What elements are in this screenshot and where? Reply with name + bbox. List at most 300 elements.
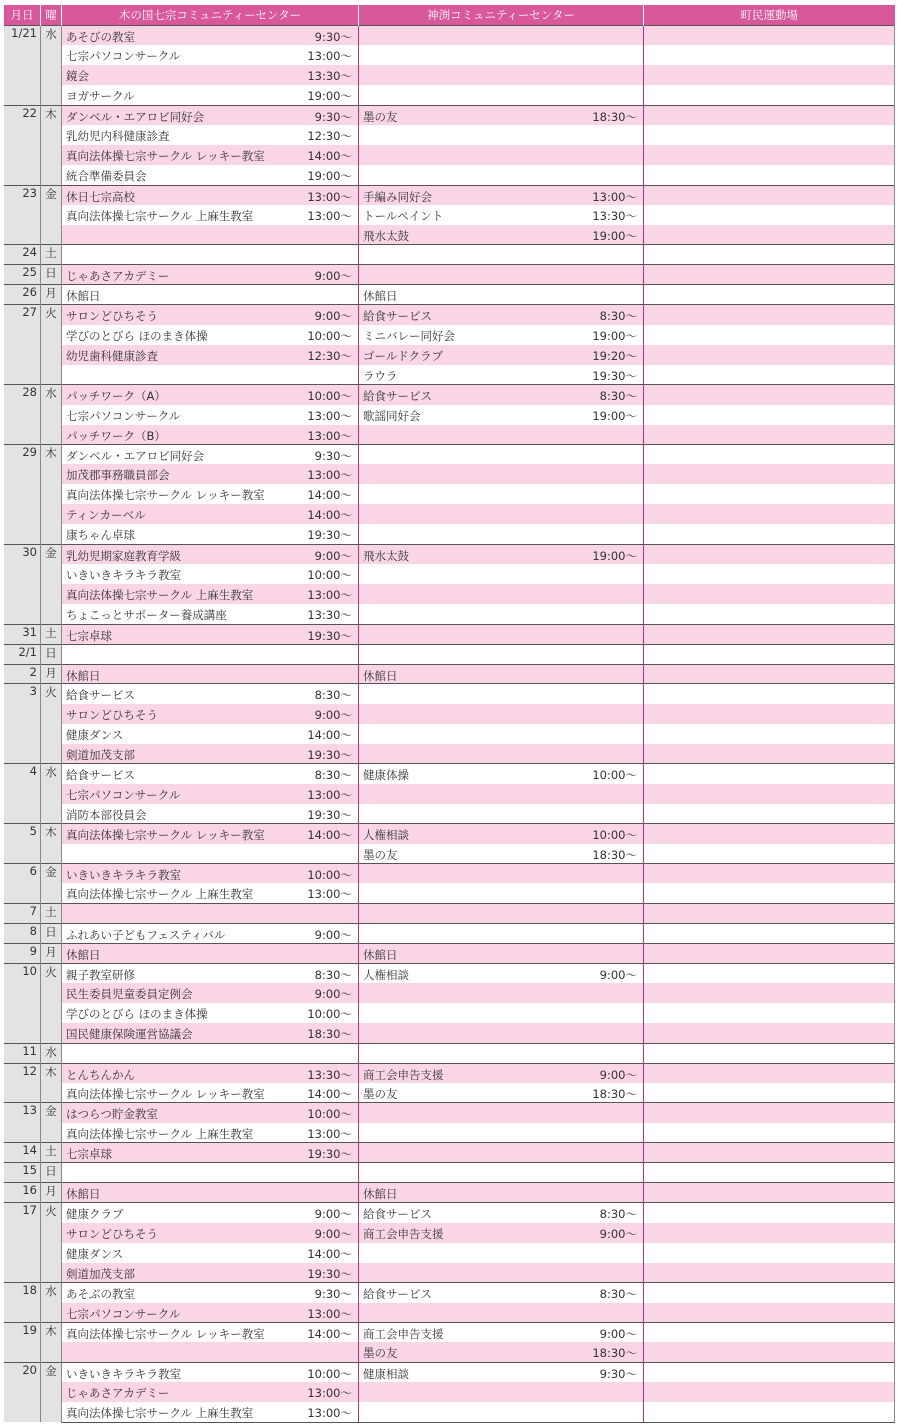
day-weekday: 火 [41, 305, 62, 385]
venue-cell-kinokuni [62, 1382, 359, 1402]
venue-cell-stadium [644, 125, 895, 145]
venue-cell-stadium [644, 923, 895, 943]
event-time: 9:30～ [314, 449, 352, 464]
day-weekday: 金 [41, 1103, 62, 1143]
event-name: 飛水太鼓 [363, 548, 409, 563]
event-time: 13:00～ [307, 189, 352, 204]
event-time: 19:30～ [307, 1266, 352, 1281]
venue-cell-kabuchi [359, 45, 644, 65]
schedule-row [4, 943, 895, 963]
schedule-row [4, 1003, 895, 1023]
venue-cell-kinokuni [62, 365, 359, 385]
venue-cell-kabuchi [359, 385, 644, 405]
venue-cell-stadium [644, 1023, 895, 1043]
event-name: 民生委員児童委員定例会 [66, 987, 193, 1002]
event-time: 9:00～ [314, 707, 352, 722]
event-name: 給食サービス [363, 389, 432, 404]
event-time: 13:30～ [307, 69, 352, 84]
event-name: 消防本部役員会 [66, 807, 147, 822]
venue-cell-kinokuni [62, 1003, 359, 1023]
venue-cell-kinokuni [62, 325, 359, 345]
venue-cell-kabuchi [359, 464, 644, 484]
day-weekday: 水 [41, 1283, 62, 1323]
venue-cell-kabuchi [359, 305, 644, 325]
venue-cell-stadium [644, 784, 895, 804]
event-time: 9:00～ [314, 269, 352, 284]
day-date: 13 [4, 1103, 41, 1143]
event-name: 休館日 [66, 1187, 101, 1202]
venue-cell-stadium [644, 305, 895, 325]
venue-cell-kabuchi [359, 864, 644, 884]
venue-cell-stadium [644, 584, 895, 604]
event-time: 13:00～ [307, 1386, 352, 1401]
venue-cell-stadium [644, 165, 895, 185]
schedule-row [4, 1283, 895, 1303]
event-time: 14:00～ [307, 508, 352, 523]
event-name: 健康体操 [363, 768, 409, 783]
day-weekday: 水 [41, 26, 62, 106]
venue-cell-stadium [644, 285, 895, 305]
venue-cell-stadium [644, 1362, 895, 1382]
venue-cell-kinokuni [62, 185, 359, 205]
schedule-row [4, 345, 895, 365]
venue-cell-kabuchi [359, 604, 644, 624]
venue-cell-stadium [644, 484, 895, 504]
venue-cell-stadium [644, 1283, 895, 1303]
schedule-row [4, 245, 895, 265]
venue-cell-kinokuni [62, 564, 359, 584]
event-time: 19:30～ [307, 528, 352, 543]
day-date: 24 [4, 245, 41, 265]
schedule-row [4, 744, 895, 764]
venue-cell-stadium [644, 883, 895, 903]
venue-cell-stadium [644, 1043, 895, 1063]
schedule-row [4, 165, 895, 185]
venue-cell-stadium [644, 1083, 895, 1103]
day-weekday: 木 [41, 445, 62, 545]
header-row [4, 5, 895, 26]
schedule-row [4, 464, 895, 484]
schedule-row [4, 1402, 895, 1422]
event-name: 学びのとびら ほのまき体操 [66, 328, 208, 343]
event-name: 商工会申告支援 [363, 1067, 444, 1082]
venue-cell-kinokuni [62, 764, 359, 784]
venue-cell-stadium [644, 864, 895, 884]
venue-cell-stadium [644, 744, 895, 764]
venue-cell-kinokuni [62, 624, 359, 644]
venue-cell-stadium [644, 105, 895, 125]
event-name: 真向法体操七宗サークル 上麻生教室 [66, 588, 254, 603]
day-weekday: 火 [41, 963, 62, 1043]
venue-cell-kinokuni [62, 345, 359, 365]
venue-cell-kabuchi [359, 105, 644, 125]
schedule-row [4, 1382, 895, 1402]
venue-cell-kinokuni [62, 684, 359, 704]
event-time: 10:00～ [307, 1366, 352, 1381]
event-name: ダンベル・エアロビ同好会 [66, 109, 205, 124]
event-time: 8:30～ [599, 1287, 637, 1302]
venue-cell-stadium [644, 1342, 895, 1362]
day-weekday: 月 [41, 1183, 62, 1203]
schedule-row [4, 1083, 895, 1103]
day-weekday: 月 [41, 664, 62, 684]
venue-cell-stadium [644, 524, 895, 544]
event-name: 真向法体操七宗サークル レッキー教室 [66, 828, 265, 843]
event-name: 給食サービス [363, 1207, 432, 1222]
venue-cell-stadium [644, 1123, 895, 1143]
schedule-row [4, 265, 895, 285]
event-name: ちょこっとサポーター養成講座 [66, 608, 227, 623]
event-time: 14:00～ [307, 488, 352, 503]
event-name: 給食サービス [363, 309, 432, 324]
venue-cell-kabuchi [359, 165, 644, 185]
day-date: 19 [4, 1322, 41, 1362]
venue-cell-stadium [644, 704, 895, 724]
event-name: とんちんかん [66, 1067, 135, 1082]
day-date: 6 [4, 864, 41, 904]
event-name: 給食サービス [66, 688, 135, 703]
event-name: 休館日 [363, 1187, 398, 1202]
event-time: 19:00～ [592, 408, 637, 423]
venue-cell-kabuchi [359, 405, 644, 425]
day-date: 17 [4, 1203, 41, 1283]
event-name: 休館日 [66, 668, 101, 683]
event-name: サロンどひちそう [66, 1226, 158, 1241]
event-time: 14:00～ [307, 1087, 352, 1102]
venue-cell-kabuchi [359, 245, 644, 265]
schedule-row [4, 1243, 895, 1263]
day-weekday: 木 [41, 824, 62, 864]
day-date: 25 [4, 265, 41, 285]
schedule-row [4, 864, 895, 884]
event-time: 13:00～ [307, 1306, 352, 1321]
venue-cell-kabuchi [359, 205, 644, 225]
schedule-row [4, 1362, 895, 1382]
venue-cell-kinokuni [62, 1043, 359, 1063]
day-date: 26 [4, 285, 41, 305]
day-date: 2 [4, 664, 41, 684]
header-venue-stadium: 町民運動場 [644, 5, 895, 26]
venue-cell-stadium [644, 1322, 895, 1342]
schedule-row [4, 1063, 895, 1083]
event-time: 10:00～ [307, 568, 352, 583]
event-name: 休館日 [363, 289, 398, 304]
event-time: 13:30～ [592, 209, 637, 224]
event-time: 13:00～ [307, 428, 352, 443]
header-dow: 曜 [41, 5, 62, 26]
venue-cell-kabuchi [359, 225, 644, 245]
schedule-row [4, 1163, 895, 1183]
event-name: 七宗パソコンサークル [66, 49, 181, 64]
schedule-row [4, 624, 895, 644]
schedule-row [4, 524, 895, 544]
header-venue-kinokuni: 木の国七宗コミュニティーセンター [62, 5, 359, 26]
venue-cell-kabuchi [359, 1003, 644, 1023]
event-time: 13:00～ [307, 887, 352, 902]
venue-cell-kinokuni [62, 544, 359, 564]
venue-cell-kinokuni [62, 864, 359, 884]
event-time: 19:30～ [307, 628, 352, 643]
event-time: 9:30～ [314, 1287, 352, 1302]
schedule-row [4, 305, 895, 325]
event-name: 手編み同好会 [363, 189, 432, 204]
schedule-row [4, 1183, 895, 1203]
schedule-row [4, 205, 895, 225]
venue-cell-stadium [644, 464, 895, 484]
venue-cell-stadium [644, 245, 895, 265]
day-date: 20 [4, 1362, 41, 1422]
venue-cell-kabuchi [359, 1063, 644, 1083]
venue-cell-stadium [644, 504, 895, 524]
venue-cell-kabuchi [359, 644, 644, 664]
venue-cell-kinokuni [62, 704, 359, 724]
schedule-row [4, 225, 895, 245]
schedule-row [4, 1303, 895, 1323]
schedule-row [4, 1223, 895, 1243]
venue-cell-kabuchi [359, 1143, 644, 1163]
day-date: 23 [4, 185, 41, 245]
venue-cell-kinokuni [62, 804, 359, 824]
schedule-row [4, 1143, 895, 1163]
day-date: 31 [4, 624, 41, 644]
day-date: 29 [4, 445, 41, 545]
event-name: 人権相談 [363, 967, 409, 982]
day-weekday: 水 [41, 385, 62, 445]
schedule-row [4, 405, 895, 425]
event-time: 9:00～ [599, 967, 637, 982]
venue-cell-kinokuni [62, 923, 359, 943]
venue-cell-kinokuni [62, 883, 359, 903]
venue-cell-stadium [644, 1243, 895, 1263]
day-date: 22 [4, 105, 41, 185]
event-time: 19:00～ [307, 169, 352, 184]
event-time: 13:00～ [307, 209, 352, 224]
venue-cell-kinokuni [62, 1163, 359, 1183]
venue-cell-kinokuni [62, 744, 359, 764]
venue-cell-stadium [644, 684, 895, 704]
venue-cell-kabuchi [359, 1263, 644, 1283]
day-date: 30 [4, 544, 41, 624]
event-name: いきいきキラキラ教室 [66, 568, 181, 583]
event-name: ふれあい子どもフェスティバル [66, 927, 226, 942]
schedule-row [4, 1263, 895, 1283]
venue-cell-stadium [644, 1263, 895, 1283]
venue-cell-stadium [644, 225, 895, 245]
day-weekday: 日 [41, 644, 62, 664]
schedule-row [4, 1203, 895, 1223]
venue-cell-kabuchi [359, 85, 644, 105]
event-time: 10:00～ [307, 389, 352, 404]
event-name: 健康相談 [363, 1366, 409, 1381]
event-name: ティンカーベル [66, 508, 146, 523]
venue-cell-kinokuni [62, 584, 359, 604]
schedule-row [4, 85, 895, 105]
event-name: 康ちゃん卓球 [66, 528, 135, 543]
event-name: 真向法体操七宗サークル レッキー教室 [66, 1326, 265, 1341]
event-time: 14:00～ [307, 149, 352, 164]
event-time: 8:30～ [599, 389, 637, 404]
venue-cell-kinokuni [62, 405, 359, 425]
day-weekday: 木 [41, 1063, 62, 1103]
venue-cell-kinokuni [62, 644, 359, 664]
venue-cell-kabuchi [359, 1123, 644, 1143]
venue-cell-kinokuni [62, 1223, 359, 1243]
day-weekday: 土 [41, 1143, 62, 1163]
schedule-row [4, 604, 895, 624]
venue-cell-stadium [644, 205, 895, 225]
venue-cell-stadium [644, 963, 895, 983]
schedule-row [4, 903, 895, 923]
venue-cell-kinokuni [62, 1402, 359, 1422]
day-date: 14 [4, 1143, 41, 1163]
venue-cell-kinokuni [62, 524, 359, 544]
venue-cell-stadium [644, 604, 895, 624]
event-time: 9:00～ [314, 927, 352, 942]
day-date: 4 [4, 764, 41, 824]
venue-cell-kabuchi [359, 125, 644, 145]
venue-cell-kinokuni [62, 504, 359, 524]
venue-cell-kinokuni [62, 1303, 359, 1323]
day-date: 27 [4, 305, 41, 385]
venue-cell-kabuchi [359, 1103, 644, 1123]
venue-cell-kinokuni [62, 125, 359, 145]
event-name: 休館日 [66, 289, 101, 304]
event-time: 9:30～ [314, 109, 352, 124]
schedule-row [4, 764, 895, 784]
schedule-row [4, 1103, 895, 1123]
event-time: 13:00～ [307, 787, 352, 802]
event-name: 統合準備委員会 [66, 169, 147, 184]
venue-cell-kabuchi [359, 484, 644, 504]
event-time: 9:00～ [599, 1067, 637, 1082]
venue-cell-kinokuni [62, 1063, 359, 1083]
venue-cell-stadium [644, 405, 895, 425]
event-name: サロンどひちそう [66, 707, 158, 722]
header-date: 月日 [4, 5, 41, 26]
venue-cell-kabuchi [359, 784, 644, 804]
schedule-row [4, 923, 895, 943]
venue-cell-kinokuni [62, 265, 359, 285]
venue-cell-kinokuni [62, 65, 359, 85]
venue-cell-kinokuni [62, 26, 359, 46]
schedule-row [4, 564, 895, 584]
header-venue-kabuchi: 神渕コミュニティーセンター [359, 5, 644, 26]
event-time: 14:00～ [307, 828, 352, 843]
day-weekday: 火 [41, 1203, 62, 1283]
event-time: 19:30～ [592, 368, 637, 383]
event-time: 8:30～ [314, 967, 352, 982]
day-date: 18 [4, 1283, 41, 1323]
schedule-row [4, 45, 895, 65]
venue-cell-stadium [644, 26, 895, 46]
event-name: 休館日 [363, 947, 398, 962]
venue-cell-kinokuni [62, 1103, 359, 1123]
venue-cell-stadium [644, 1402, 895, 1422]
venue-cell-kabuchi [359, 1322, 644, 1342]
event-time: 13:00～ [307, 1406, 352, 1421]
day-date: 5 [4, 824, 41, 864]
event-name: 剣道加茂支部 [66, 747, 135, 762]
venue-cell-kabuchi [359, 704, 644, 724]
day-weekday: 日 [41, 1163, 62, 1183]
venue-cell-kabuchi [359, 285, 644, 305]
day-date: 7 [4, 903, 41, 923]
schedule-row [4, 1123, 895, 1143]
event-name: じゃあさアカデミー [66, 269, 170, 284]
venue-cell-stadium [644, 564, 895, 584]
venue-cell-stadium [644, 445, 895, 465]
venue-cell-kabuchi [359, 265, 644, 285]
event-time: 10:00～ [592, 768, 637, 783]
venue-cell-kinokuni [62, 824, 359, 844]
event-name: 墨の友 [363, 847, 398, 862]
venue-cell-kabuchi [359, 744, 644, 764]
venue-cell-stadium [644, 1382, 895, 1402]
event-name: 乳幼児内科健康診査 [66, 129, 170, 144]
event-time: 14:00～ [307, 1326, 352, 1341]
venue-cell-stadium [644, 185, 895, 205]
day-date: 12 [4, 1063, 41, 1103]
event-name: 墨の友 [363, 109, 398, 124]
schedule-row [4, 1043, 895, 1063]
venue-cell-stadium [644, 45, 895, 65]
event-time: 13:00～ [307, 588, 352, 603]
venue-cell-stadium [644, 425, 895, 445]
venue-cell-stadium [644, 983, 895, 1003]
venue-cell-kinokuni [62, 724, 359, 744]
venue-cell-kinokuni [62, 1123, 359, 1143]
event-time: 10:00～ [307, 1107, 352, 1122]
venue-cell-kinokuni [62, 85, 359, 105]
schedule-row [4, 484, 895, 504]
venue-cell-stadium [644, 1163, 895, 1183]
venue-cell-kabuchi [359, 923, 644, 943]
event-name: ゴールドクラブ [363, 348, 444, 363]
venue-cell-kinokuni [62, 385, 359, 405]
schedule-row [4, 1023, 895, 1043]
event-name: サロンどひちそう [66, 309, 158, 324]
event-time: 14:00～ [307, 727, 352, 742]
event-name: 乳幼児期家庭教育学級 [66, 548, 181, 563]
venue-cell-kabuchi [359, 1303, 644, 1323]
day-date: 16 [4, 1183, 41, 1203]
event-time: 18:30～ [592, 1346, 637, 1361]
event-name: 七宗パソコンサークル [66, 787, 181, 802]
schedule-row [4, 425, 895, 445]
venue-cell-kabuchi [359, 943, 644, 963]
venue-cell-kinokuni [62, 1243, 359, 1263]
venue-cell-kabuchi [359, 1203, 644, 1223]
venue-cell-kinokuni [62, 425, 359, 445]
schedule-row [4, 325, 895, 345]
event-time: 9:00～ [314, 987, 352, 1002]
venue-cell-kinokuni [62, 105, 359, 125]
day-weekday: 水 [41, 764, 62, 824]
schedule-row [4, 704, 895, 724]
venue-cell-kinokuni [62, 983, 359, 1003]
day-weekday: 土 [41, 624, 62, 644]
event-name: 真向法体操七宗サークル レッキー教室 [66, 1087, 265, 1102]
schedule-row [4, 844, 895, 864]
event-time: 9:30～ [599, 1366, 637, 1381]
schedule-row [4, 445, 895, 465]
venue-cell-stadium [644, 265, 895, 285]
venue-cell-kinokuni [62, 145, 359, 165]
venue-cell-kinokuni [62, 225, 359, 245]
event-time: 10:00～ [592, 828, 637, 843]
schedule-row [4, 804, 895, 824]
schedule-row [4, 544, 895, 564]
